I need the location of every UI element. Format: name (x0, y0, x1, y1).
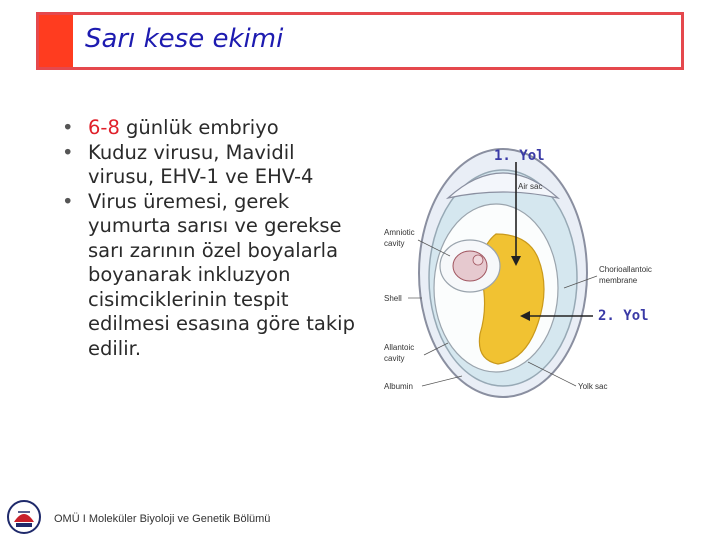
bullet-item (62, 190, 362, 362)
slide-title: Sarı kese ekimi (85, 24, 284, 54)
bullet-text: Virus üremesi, gerek yumurta sarısı ve gerekse sarı zarının özel boyalarla boyanarak inkluzyon cisimciklerinin tespit edilmesi esasına göre takip edilir. (88, 189, 355, 360)
bullet-item (62, 116, 362, 141)
shell-label: Shell (384, 294, 402, 303)
albumin-label: Albumin (384, 382, 413, 391)
footer-text: OMÜ I Moleküler Biyoloji ve Genetik Bölümü (54, 513, 271, 525)
embryo-age: 6-8 (88, 116, 120, 139)
bullet-list (62, 116, 362, 361)
allantoic-label-2: cavity (384, 354, 405, 363)
yolk-sac-label: Yolk sac (578, 382, 608, 391)
route2-label: 2. Yol (598, 308, 649, 324)
egg-diagram (378, 138, 668, 408)
bullet-dot: • (62, 140, 74, 164)
bullet-dot: • (62, 116, 74, 139)
route1-label: 1. Yol (494, 148, 545, 164)
title-accent (39, 15, 73, 67)
university-logo (6, 498, 42, 536)
bullet-text: Kuduz virusu, Mavidil virusu, EHV-1 ve EHV-4 (88, 140, 314, 188)
bullet-item (62, 141, 362, 190)
chorioallantoic-label: Chorioallantoic (599, 265, 652, 274)
chorioallantoic-label-2: membrane (599, 276, 638, 285)
embryo (453, 251, 487, 281)
amniotic-label: Amniotic (384, 228, 415, 237)
amniotic-label-2: cavity (384, 239, 405, 248)
air-sac-label: Air sac (518, 182, 543, 191)
allantoic-label: Allantoic (384, 343, 415, 352)
bullet-text: günlük embriyo (119, 116, 279, 139)
bullet-dot: • (62, 189, 74, 213)
title-bar (36, 12, 684, 70)
